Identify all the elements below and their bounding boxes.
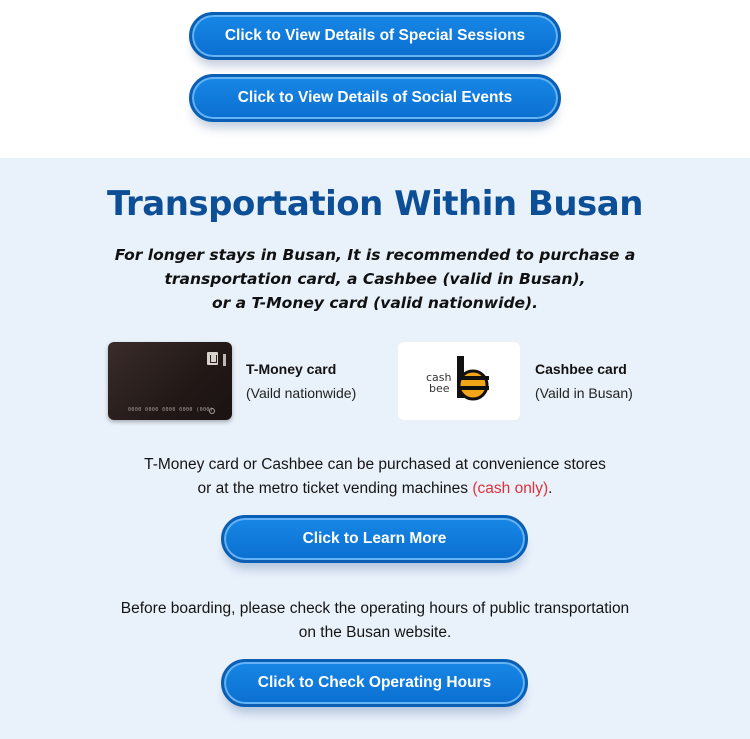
learn-more-button[interactable] [221, 515, 528, 563]
purchase-info [50, 453, 700, 501]
subtitle-line-2: transportation card, a Cashbee (valid in Busan), [164, 270, 586, 288]
check-operating-hours-button-label: Click to Check Operating Hours [257, 674, 492, 691]
cashbee-card-image [398, 342, 520, 420]
card-circle-icon [209, 408, 215, 414]
subtitle-line-3: or a T-Money card (valid nationwide). [211, 294, 539, 312]
cashbee-logo-word-cash: cash [426, 371, 452, 384]
boarding-info [50, 597, 700, 645]
special-sessions-button-label: Click to View Details of Special Sessions [224, 27, 526, 44]
tmoney-card-number: 0000 0000 0000 0000 (000) [128, 407, 214, 413]
section-subtitle [75, 243, 675, 315]
tmoney-text-mark [223, 354, 226, 366]
purchase-line-2 [50, 477, 700, 501]
purchase-line-2-text: or at the metro ticket vending machines [197, 480, 473, 497]
learn-more-button-label: Click to Learn More [302, 530, 447, 547]
social-events-button[interactable] [189, 74, 561, 122]
boarding-line-1: Before boarding, please check the operating hours of public transportation [120, 600, 630, 617]
purchase-line-1: T-Money card or Cashbee can be purchased at convenience stores [144, 456, 606, 473]
subtitle-line-1: For longer stays in Busan, It is recommended to purchase a [114, 246, 636, 264]
cashbee-logo-text [426, 372, 452, 394]
tmoney-card-image [108, 342, 232, 420]
tmoney-logo-icon [207, 352, 218, 365]
check-operating-hours-button[interactable] [221, 659, 528, 707]
tmoney-card-title: T-Money card [246, 361, 337, 377]
special-sessions-button[interactable] [189, 12, 561, 60]
cashbee-card-subtitle: (Vaild in Busan) [535, 385, 633, 401]
cash-only-note: (cash only) [472, 480, 549, 497]
cashbee-card-title: Cashbee card [535, 361, 627, 377]
boarding-line-2: on the Busan website. [298, 624, 452, 641]
tmoney-card-subtitle: (Vaild nationwide) [246, 385, 357, 401]
cashbee-logo-icon [453, 354, 493, 406]
cashbee-logo-word-bee: bee [429, 382, 450, 395]
social-events-button-label: Click to View Details of Social Events [237, 89, 513, 106]
section-title: Transportation Within Busan [107, 184, 643, 224]
purchase-line-2-suffix: . [548, 480, 553, 497]
